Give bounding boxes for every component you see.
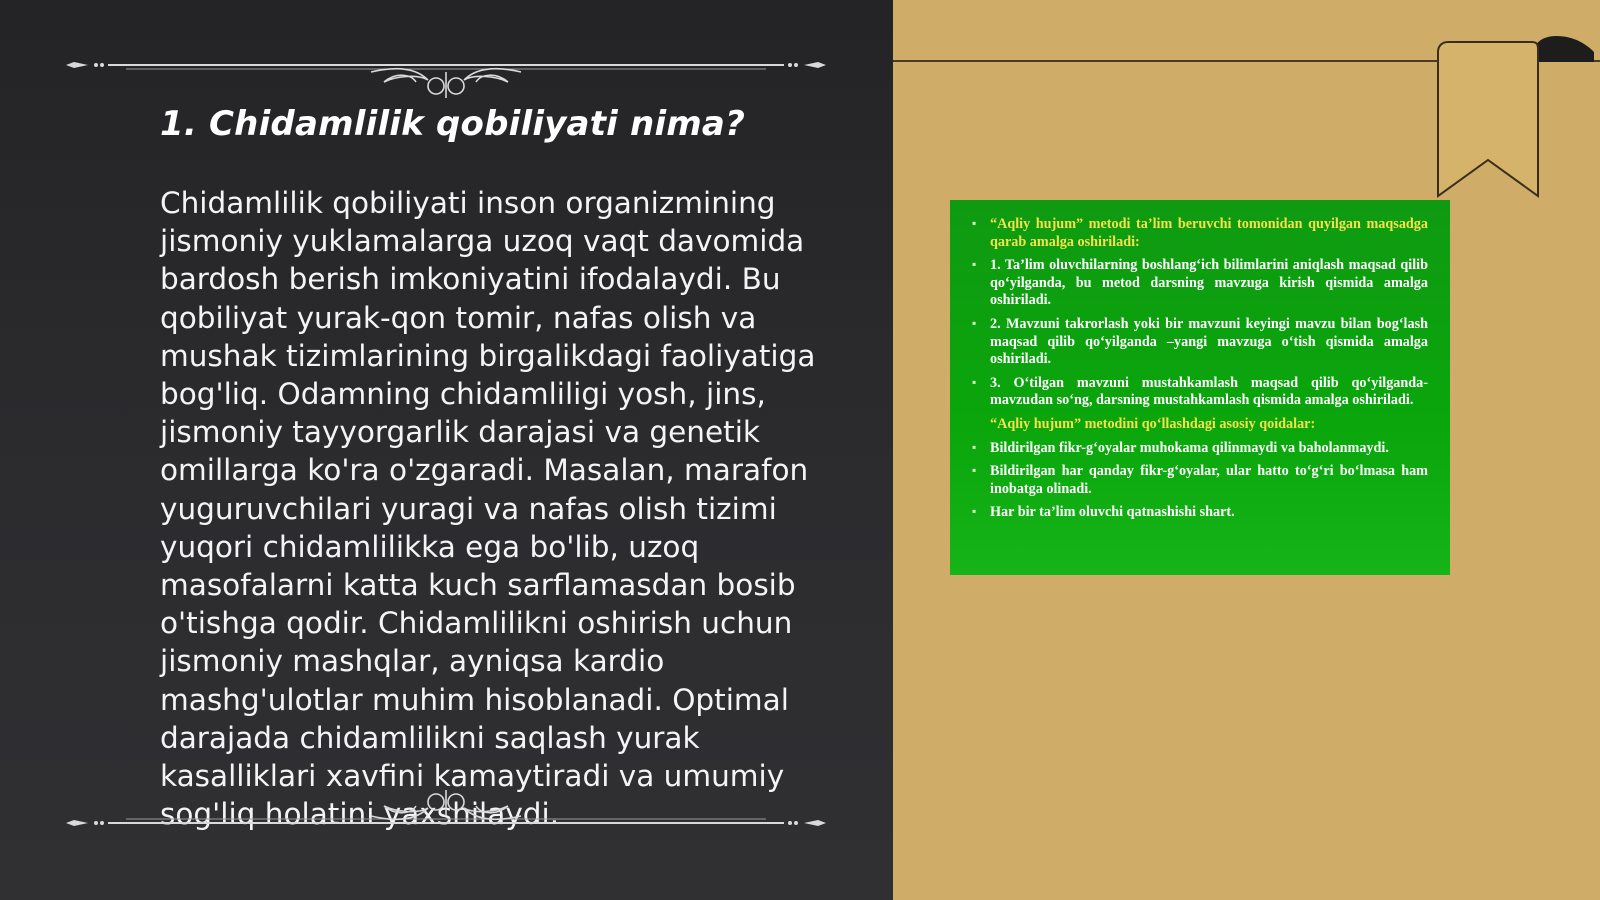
slide-title: 1. Chidamlilik qobiliyati nima?	[160, 104, 745, 144]
bullet-icon: ▪	[972, 439, 977, 454]
list-item: ▪ Bildirilgan fikr-g‘oyalar muhokama qilinmaydi va baholanmaydi.	[972, 439, 1389, 456]
list-item: ▪ 2. Mavzuni takrorlash yoki bir mavzuni keyingi mavzu bilan bog‘lash maqsad qilib qo‘yilganda –yangi mavzuga o‘tish qismida amalga oshiriladi.	[972, 315, 1428, 368]
bookmark-icon	[1434, 36, 1594, 201]
method-list	[972, 216, 1428, 410]
list-item: ▪ Bildirilgan har qanday fikr-g‘oyalar, ular hatto to‘g‘ri bo‘lmasa ham inobatga olinadi.	[972, 463, 1428, 497]
bullet-icon: ▪	[972, 257, 977, 272]
bullet-icon: ▪	[972, 315, 977, 330]
list-item: ▪ “Aqliy hujum” metodi ta’lim beruvchi tomonidan quyilgan maqsadga qarab amalga oshiriladi:	[972, 216, 1428, 250]
list-item: ▪ 1. Ta’lim oluvchilarning boshlang‘ich bilimlarini aniqlash maqsad qilib qo‘yilganda, bu metod darsning mavzuga kirish qismida amalga oshiriladi.	[972, 257, 1428, 309]
bullet-icon: ▪	[972, 216, 977, 230]
list-item: ▪ Har bir ta’lim oluvchi qatnashishi shart.	[972, 504, 1235, 521]
rules-list	[972, 440, 1428, 522]
rules-subheading: “Aqliy hujum” metodini qo‘llashdagi asosiy qoidalar:	[990, 415, 1316, 432]
bottom-ornament-divider	[66, 776, 826, 836]
bullet-icon: ▪	[972, 504, 977, 519]
bullet-icon: ▪	[972, 463, 977, 478]
top-ornament-divider	[66, 38, 826, 98]
image-text-panel	[950, 200, 1450, 575]
list-item: ▪ 3. O‘tilgan mavzuni mustahkamlash maqsad qilib qo‘yilganda-mavzudan so‘ng, darsning mustahkamlash qismida amalga oshiriladi.	[972, 374, 1428, 409]
bullet-icon: ▪	[972, 374, 977, 389]
slide-body-text: Chidamlilik qobiliyati inson organizmining jismoniy yuklamalarga uzoq vaqt davomida bardosh berish imkoniyatini ifodalaydi. Bu qobiliyat yurak-qon tomir, nafas olish va mushak tizimlarining birgalikdagi faoliyatiga bog'liq. Odamning chidamliligi yosh, jins, jismoniy tayyorgarlik darajasi va genetik omillarga ko'ra o'zgaradi. Masalan, marafon yuguruvchilari yuragi va nafas olish tizimi yuqori chidamlilikka ega bo'lib, uzoq masofalarni katta kuch sarflamasdan bosib o'tishga qodir. Chidamlilikni oshirish uchun jismoniy mashqlar, ayniqsa kardio mashg'ulotlar muhim hisoblanadi. Optimal darajada chidamlilikni saqlash yurak kasalliklari xavfini kamaytiradi va umumiy sog'liq holatini yaxshilaydi.	[160, 186, 816, 832]
